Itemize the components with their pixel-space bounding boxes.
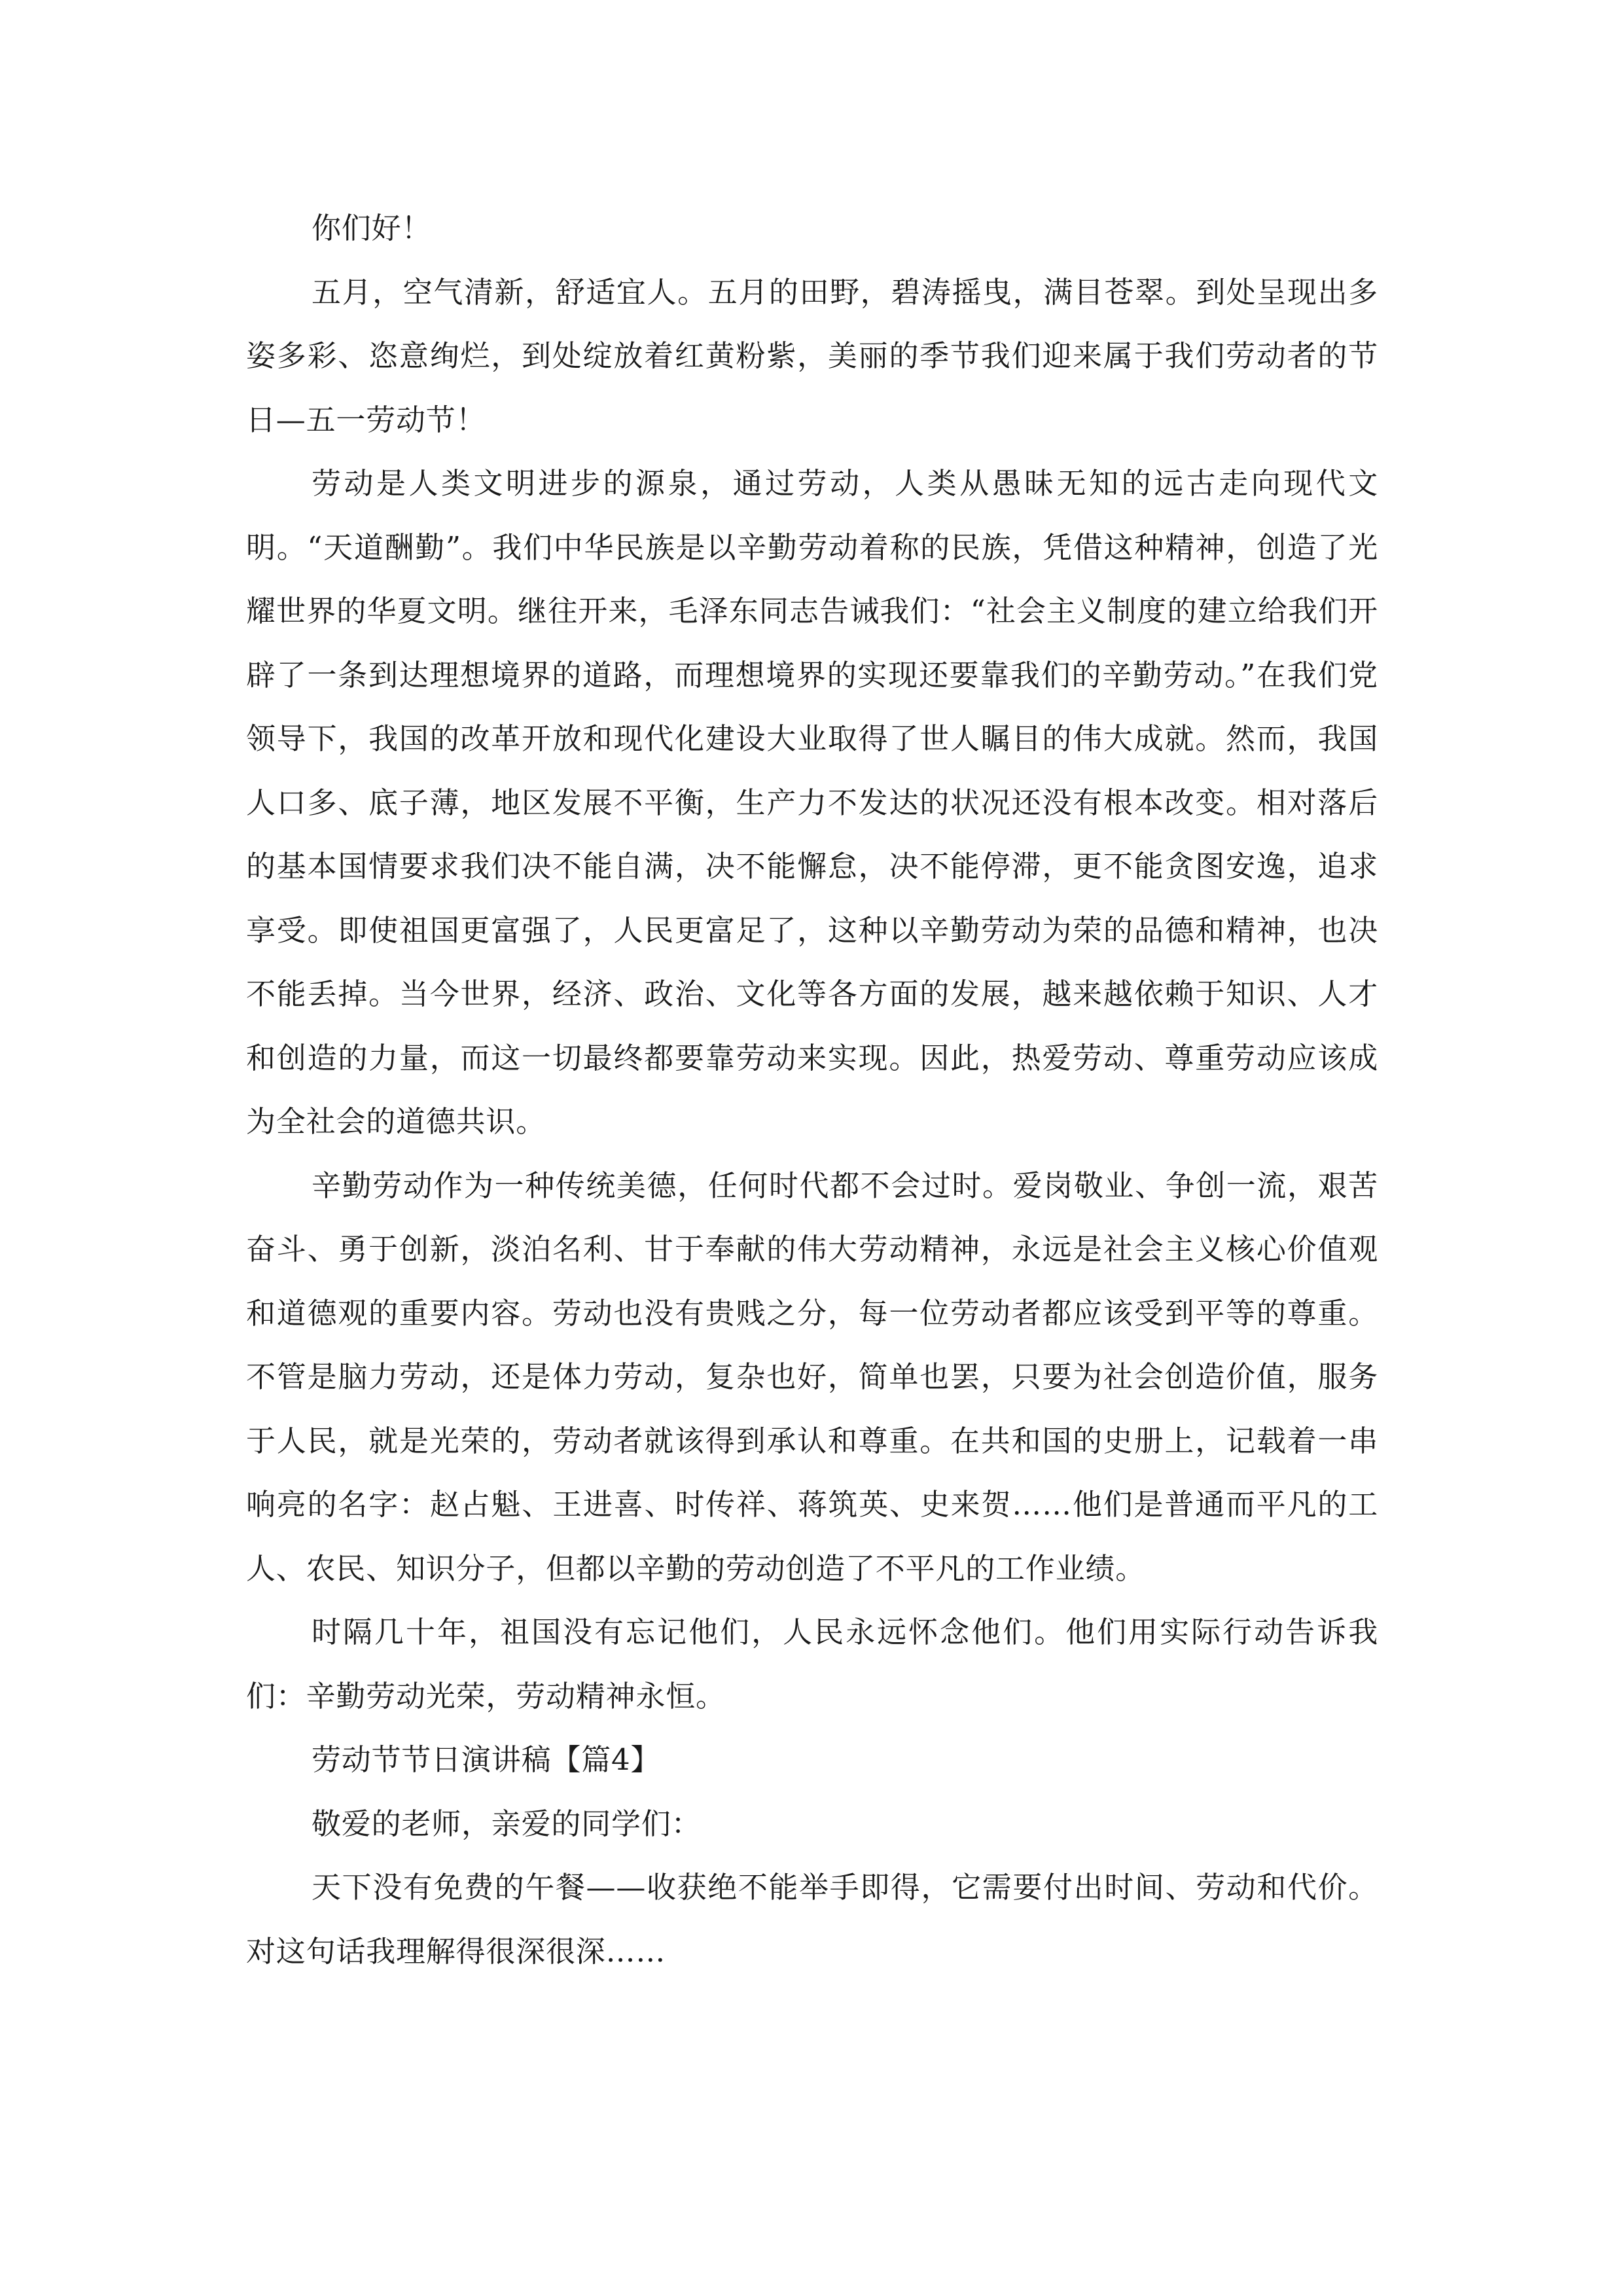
labor-virtue-paragraph: 辛勤劳动作为一种传统美德，任何时代都不会过时。爱岗敬业、争创一流，艰苦奋斗、勇于创新，淡泊名利、甘于奉献的伟大劳动精神，永远是社会主义核心价值观和道德观的重要内容。劳动也没有贵贱之分，每一位劳动者都应该受到平等的尊重。不管是脑力劳动，还是体力劳动，复杂也好，简单也罢，只要为社会创造价值，服务于人民，就是光荣的，劳动者就该得到承认和尊重。在共和国的史册上，记载着一串响亮的名字：赵占魁、王进喜、时传祥、蒋筑英、史来贺……他们是普通而平凡的工人、农民、知识分子，但都以辛勤的劳动创造了不平凡的工作业绩。 bbox=[246, 1168, 1378, 1586]
greeting-paragraph: 你们好！ bbox=[312, 211, 432, 245]
free-lunch-paragraph: 天下没有免费的午餐——收获绝不能举手即得，它需要付出时间、劳动和代价。对这句话我理解得很深很深…… bbox=[246, 1870, 1378, 1969]
salutation-paragraph: 敬爱的老师，亲爱的同学们： bbox=[312, 1806, 702, 1841]
labor-civilization-paragraph: 劳动是人类文明进步的源泉，通过劳动，人类从愚昧无知的远古走向现代文明。“天道酬勤”。我们中华民族是以辛勤劳动着称的民族，凭借这种精神，创造了光耀世界的华夏文明。继往开来，毛泽东同志告诫我们：“社会主义制度的建立给我们开辟了一条到达理想境界的道路，而理想境界的实现还要靠我们的辛勤劳动。”在我们党领导下，我国的改革开放和现代化建设大业取得了世人瞩目的伟大成就。然而，我国人口多、底子薄，地区发展不平衡，生产力不发达的状况还没有根本改变。相对落后的基本国情要求我们决不能自满，决不能懈怠，决不能停滞，更不能贪图安逸，追求享受。即使祖国更富强了，人民更富足了，这种以辛勤劳动为荣的品德和精神，也决不能丢掉。当今世界，经济、政治、文化等各方面的发展，越来越依赖于知识、人才和创造的力量，而这一切最终都要靠劳动来实现。因此，热爱劳动、尊重劳动应该成为全社会的道德共识。 bbox=[246, 466, 1378, 1139]
may-day-intro-paragraph: 五月，空气清新，舒适宜人。五月的田野，碧涛摇曳，满目苍翠。到处呈现出多姿多彩、恣意绚烂，到处绽放着红黄粉紫，美丽的季节我们迎来属于我们劳动者的节日—五一劳动节！ bbox=[246, 274, 1378, 437]
speech-section-heading: 劳动节节日演讲稿【篇4】 bbox=[312, 1742, 661, 1777]
remembrance-paragraph: 时隔几十年，祖国没有忘记他们，人民永远怀念他们。他们用实际行动告诉我们：辛勤劳动光荣，劳动精神永恒。 bbox=[246, 1615, 1378, 1713]
document-body bbox=[246, 196, 1378, 1983]
